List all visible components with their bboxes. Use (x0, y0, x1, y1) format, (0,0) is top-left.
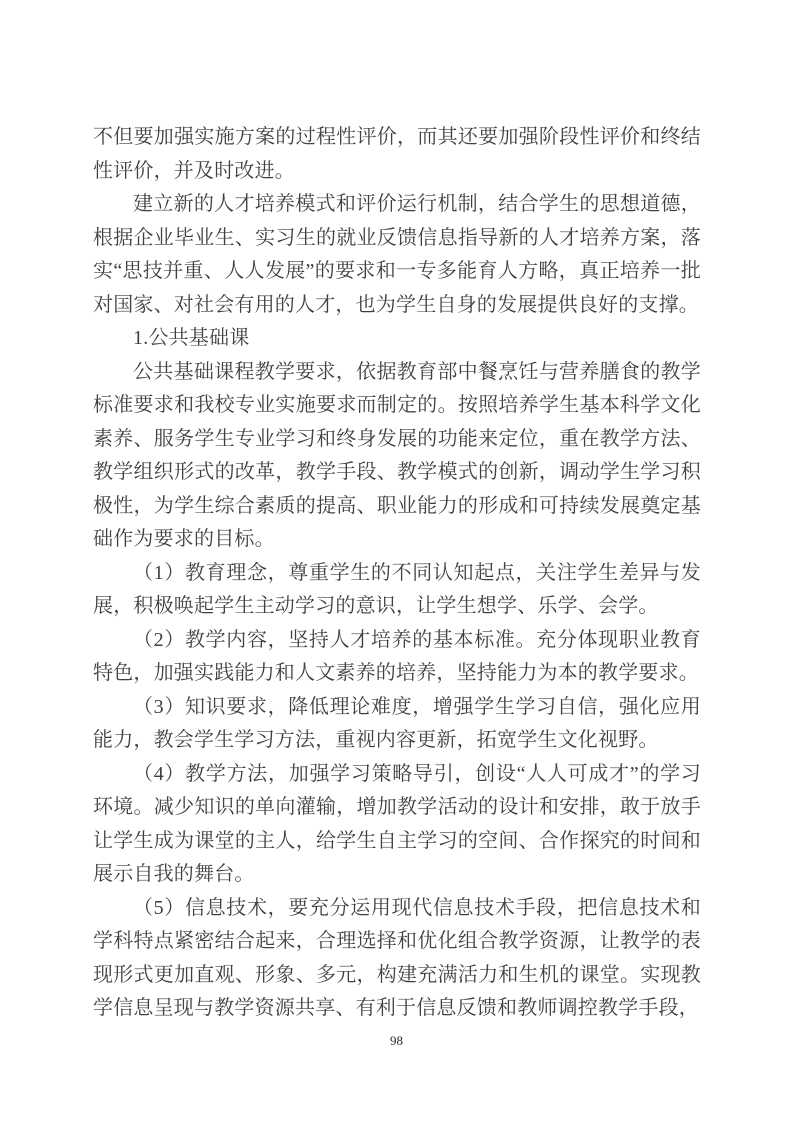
paragraph: 不但要加强实施方案的过程性评价，而其还要加强阶段性评价和终结性评价，并及时改进。 (93, 126, 701, 182)
paragraph: 公共基础课程教学要求，依据教育部中餐烹饪与营养膳食的教学标准要求和我校专业实施要求而制定的。按照培养学生基本科学文化素养、服务学生专业学习和终身发展的功能来定位，重在教学方法、教学组织形式的改革，教学手段、教学模式的创新，调动学生学习积极性，为学生综合素质的提高、职业能力的形成和可持续发展奠定基础作为要求的目标。 (93, 360, 701, 550)
paragraph: （2）教学内容，坚持人才培养的基本标准。充分体现职业教育特色，加强实践能力和人文素养的培养，坚持能力为本的教学要求。 (93, 628, 701, 684)
paragraph: （4）教学方法，加强学习策略导引，创设“人人可成才”的学习环境。减少知识的单向灌输，增加教学活动的设计和安排，敢于放手让学生成为课堂的主人，给学生自主学习的空间、合作探究的时间和展示自我的舞台。 (93, 762, 701, 885)
paragraph: （3）知识要求，降低理论难度，增强学生学习自信，强化应用能力，教会学生学习方法，重视内容更新，拓宽学生文化视野。 (93, 695, 701, 751)
page-footer (0, 1032, 793, 1050)
paragraph: 建立新的人才培养模式和评价运行机制，结合学生的思想道德，根据企业毕业生、实习生的就业反馈信息指导新的人才培养方案，落实“思技并重、人人发展”的要求和一专多能育人方略，真正培养一批对国家、对社会有用的人才，也为学生自身的发展提供良好的支撑。 (93, 193, 701, 316)
section-heading: 1.公共基础课 (133, 327, 250, 349)
paragraph: （1）教育理念，尊重学生的不同认知起点，关注学生差异与发展，积极唤起学生主动学习的意识，让学生想学、乐学、会学。 (93, 561, 701, 617)
page-number: 98 (390, 1033, 403, 1048)
page-body-text (93, 121, 701, 1026)
paragraph: （5）信息技术，要充分运用现代信息技术手段，把信息技术和学科特点紧密结合起来，合理选择和优化组合教学资源，让教学的表现形式更加直观、形象、多元，构建充满活力和生机的课堂。实现教学信息呈现与教学资源共享、有利于信息反馈和教师调控教学手段， (93, 896, 701, 1019)
